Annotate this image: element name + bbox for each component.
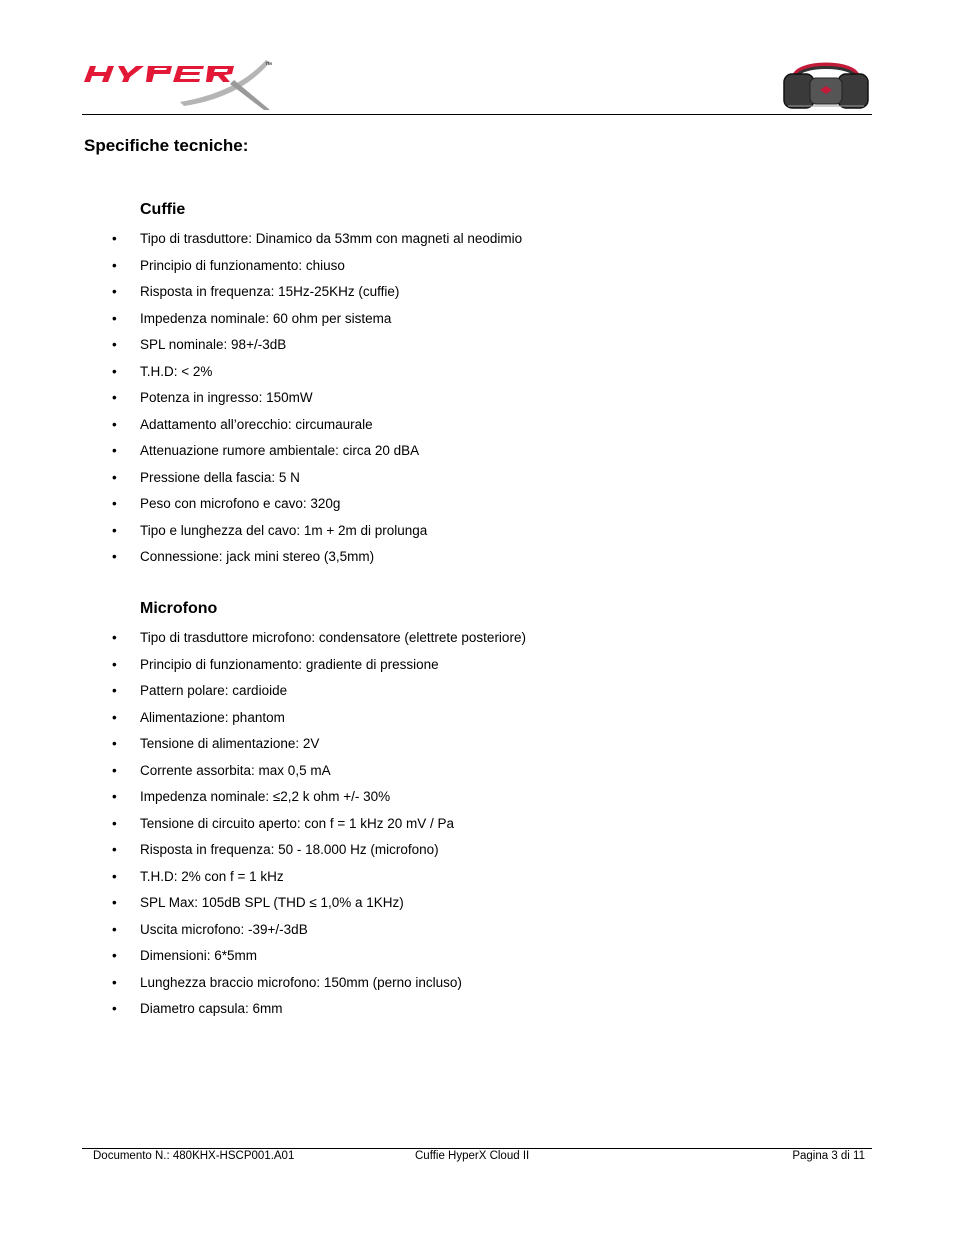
list-item-text: Diametro capsula: 6mm [140,1001,283,1016]
list-item-text: Uscita microfono: -39+/-3dB [140,921,308,937]
list-item [0,417,954,444]
logo-x-swoosh-2 [230,80,270,110]
list-item [0,443,954,470]
bullet-marker: • [112,683,117,698]
bullet-marker: • [112,469,117,485]
list-item [0,895,954,922]
list-item-text: Pattern polare: cardioide [140,683,288,698]
list-item-text: T.H.D: < 2% [140,363,213,379]
list-item [0,496,954,523]
bullet-marker: • [112,337,117,352]
list-item [0,842,954,869]
list-item-text: Risposta in frequenza: 50 - 18.000 Hz (microfono) [140,842,439,857]
footer-document-number: Documento N.: 480KHX-HSCP001.A01 [93,1150,295,1162]
list-item-text: Impedenza nominale: 60 ohm per sistema [140,310,392,326]
list-item-text: Peso con microfono e cavo: 320g [140,496,341,511]
section-heading-microfono: Microfono [140,600,218,617]
list-item-text: Risposta in frequenza: 15Hz-25KHz (cuffie) [140,284,400,299]
list-item-text: Connessione: jack mini stereo (3,5mm) [140,549,375,564]
list-item [0,1001,954,1028]
list-item-text: Corrente assorbita: max 0,5 mA [140,762,331,778]
list-item-text: SPL Max: 105dB SPL (THD ≤ 1,0% a 1KHz) [140,895,404,910]
bullet-marker: • [112,522,117,538]
list-item-text: Dimensioni: 6*5mm [140,948,258,963]
list-item-text: T.H.D: 2% con f = 1 kHz [140,868,284,884]
list-item [0,736,954,763]
bullet-marker: • [112,789,117,804]
list-item [0,710,954,737]
bullet-marker: • [112,231,117,246]
list-item [0,258,954,285]
page-title: Specifiche tecniche: [84,136,249,155]
bullet-marker: • [112,416,117,432]
list-item [0,657,954,684]
bullet-marker: • [112,815,117,831]
list-item-text: Adattamento all’orecchio: circumaurale [140,416,373,432]
bullet-marker: • [112,709,117,725]
list-item [0,816,954,843]
bullet-marker: • [112,496,117,511]
bullet-marker: • [112,948,117,963]
list-item [0,630,954,657]
list-item-text: Impedenza nominale: ≤2,2 k ohm +/- 30% [140,789,391,804]
bullet-marker: • [112,762,117,778]
list-item [0,975,954,1002]
list-item [0,284,954,311]
list-item-text: Potenza in ingresso: 150mW [140,390,313,405]
list-item-text: Tensione di alimentazione: 2V [140,736,320,751]
bullet-marker: • [112,736,117,751]
list-item-text: Lunghezza braccio microfono: 150mm (perno incluso) [140,974,462,990]
bullet-marker: • [112,842,117,857]
list-item [0,523,954,550]
list-item-text: Tipo di trasduttore microfono: condensatore (elettrete posteriore) [140,630,526,645]
list-item-text: Pressione della fascia: 5 N [140,469,300,485]
bullet-marker: • [112,363,117,379]
spec-list-microfono [0,630,954,1028]
list-item-text: Tensione di circuito aperto: con f = 1 kHz 20 mV / Pa [140,815,455,831]
bullet-marker: • [112,895,117,910]
list-item [0,364,954,391]
headset-image [780,56,872,112]
list-item [0,390,954,417]
bullet-marker: • [112,921,117,937]
footer-rule [82,1148,872,1149]
list-item-text: Tipo di trasduttore: Dinamico da 53mm con magneti al neodimio [140,231,523,246]
list-item [0,337,954,364]
list-item-text: Tipo e lunghezza del cavo: 1m + 2m di prolunga [140,522,428,538]
list-item-text: Principio di funzionamento: chiuso [140,257,345,273]
bullet-marker: • [112,284,117,299]
list-item-text: Alimentazione: phantom [140,709,285,725]
section-heading-cuffie: Cuffie [140,201,186,218]
list-item-text: Attenuazione rumore ambientale: circa 20 dBA [140,443,420,458]
bullet-marker: • [112,1001,117,1016]
bullet-marker: • [112,630,117,645]
spec-list-cuffie [0,231,954,576]
bullet-marker: • [112,390,117,405]
list-item [0,948,954,975]
list-item [0,789,954,816]
list-item [0,869,954,896]
footer-product: Cuffie HyperX Cloud II [415,1150,530,1162]
list-item-text: SPL nominale: 98+/-3dB [140,337,287,352]
trademark-symbol: ™ [265,62,272,69]
list-item [0,683,954,710]
footer-page-number: Pagina 3 di 11 [792,1150,865,1162]
list-item [0,470,954,497]
bullet-marker: • [112,549,117,564]
bullet-marker: • [112,310,117,326]
hyperx-logo [84,56,280,114]
list-item [0,311,954,338]
bullet-marker: • [112,868,117,884]
bullet-marker: • [112,257,117,273]
bullet-marker: • [112,443,117,458]
list-item [0,231,954,258]
bullet-marker: • [112,974,117,990]
list-item [0,763,954,790]
list-item-text: Principio di funzionamento: gradiente di pressione [140,656,439,672]
list-item [0,922,954,949]
list-item [0,549,954,576]
header-rule [82,114,872,115]
bullet-marker: • [112,656,117,672]
